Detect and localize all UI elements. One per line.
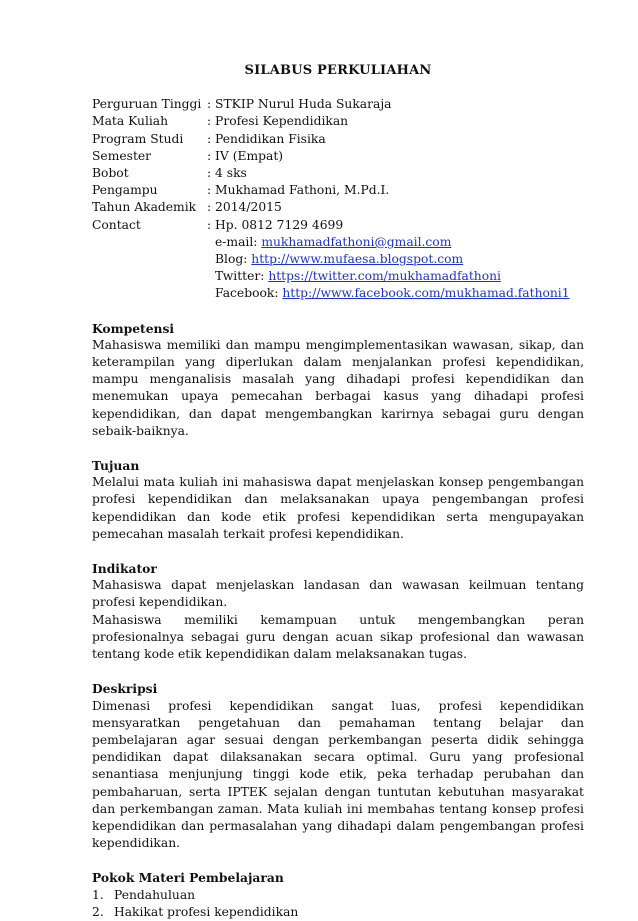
section-heading: Deskripsi [92,681,158,697]
info-row [92,165,391,182]
info-value: : 2014/2015 [207,200,282,215]
section-text: Mahasiswa dapat menjelaskan landasan dan wawasan keilmuan tentang profesi kependidikan. [92,578,584,610]
course-info-table [92,96,391,234]
section-indikator [92,560,584,663]
info-key: Contact [92,217,141,232]
section-heading: Tujuan [92,458,140,474]
info-value: : 4 sks [207,166,247,181]
facebook-link[interactable]: http://www.facebook.com/mukhamad.fathoni1 [282,286,570,301]
section-text: Mahasiswa memiliki dan mampu mengimplementasikan wawasan, sikap, dan keterampilan yang diperlukan dalam menjalankan profesi kependidikan, mampu menganalisis masalah yang dihadapi profesi kependidikan dan menemukan upaya pemecahan berbagai kasus yang dihadapi profesi kependidikan, dan dapat mengembangkan karirnya sebagai guru dengan sebaik-baiknya. [92,337,584,438]
info-value: : STKIP Nurul Huda Sukaraja [207,97,392,112]
section-deskripsi [92,680,584,852]
section-tujuan [92,457,584,543]
contact-facebook [92,285,584,302]
info-row [92,148,391,165]
section-text: Melalui mata kuliah ini mahasiswa dapat menjelaskan konsep pengembangan profesi kependidikan dan melaksanakan upaya pengembangan profesi kependidikan dan kode etik profesi kependidikan serta mengupayakan pemecahan masalah terkait profesi kependidikan. [92,475,584,541]
info-row [92,113,391,130]
info-key: Pengampu [92,183,158,198]
section-kompetensi [92,320,584,440]
twitter-label: Twitter: [215,269,269,284]
list-text: Hakikat profesi kependidikan [114,904,299,919]
section-heading: Indikator [92,561,157,577]
info-key: Bobot [92,166,129,181]
email-link[interactable]: mukhamadfathoni@gmail.com [261,234,452,249]
section-pokok-materi [92,869,584,921]
contact-email [92,234,584,251]
info-key: Perguruan Tinggi [92,97,202,112]
materi-list [92,887,584,921]
list-item [92,887,584,904]
info-key: Tahun Akademik [92,200,197,215]
info-key: Program Studi [92,131,184,146]
info-row [92,131,391,148]
blog-label: Blog: [215,252,252,267]
twitter-link[interactable]: https://twitter.com/mukhamadfathoni [268,269,501,284]
list-text: Pendahuluan [114,887,196,902]
list-number: 2. [92,904,104,919]
section-heading: Kompetensi [92,320,175,336]
info-key: Mata Kuliah [92,114,169,129]
info-value: : Mukhamad Fathoni, M.Pd.I. [207,183,390,198]
info-row [92,217,391,234]
document-title: SILABUS PERKULIAHAN [244,63,432,78]
info-value: : Hp. 0812 7129 4699 [207,217,344,232]
section-text: Dimenasi profesi kependidikan sangat luas, profesi kependidikan mensyaratkan pengetahuan dan pemahaman tentang belajar dan pembelajaran agar sesuai dengan perkembangan peserta didik sehingga pendidikan dapat dilaksanakan secara optimal. Guru yang profesional senantiasa menjunjung tinggi kode etik, peka terhadap perubahan dan pembaharuan, serta IPTEK sejalan dengan tuntutan kebutuhan masyarakat dan perkembangan zaman. Mata kuliah ini membahas tentang konsep profesi kependidikan dan permasalahan yang dihadapi dalam pengembangan profesi kependidikan. [92,698,584,851]
info-value: : Pendidikan Fisika [207,131,326,146]
list-number: 1. [92,887,104,902]
facebook-label: Facebook: [215,286,283,301]
info-row [92,199,391,216]
info-value: : IV (Empat) [207,148,284,163]
section-heading: Pokok Materi Pembelajaran [92,870,284,886]
list-item [92,904,584,921]
info-row [92,96,391,113]
email-label: e-mail: [215,234,262,249]
info-row [92,182,391,199]
blog-link[interactable]: http://www.mufaesa.blogspot.com [251,252,464,267]
contact-blog [92,251,584,268]
section-text: Mahasiswa memiliki kemampuan untuk mengembangkan peran profesionalnya sebagai guru dengan acuan sikap profesional dan wawasan tentang kode etik kependidikan dalam melaksanakan tugas. [92,612,584,662]
info-value: : Profesi Kependidikan [207,114,349,129]
contact-twitter [92,268,584,285]
info-key: Semester [92,148,152,163]
